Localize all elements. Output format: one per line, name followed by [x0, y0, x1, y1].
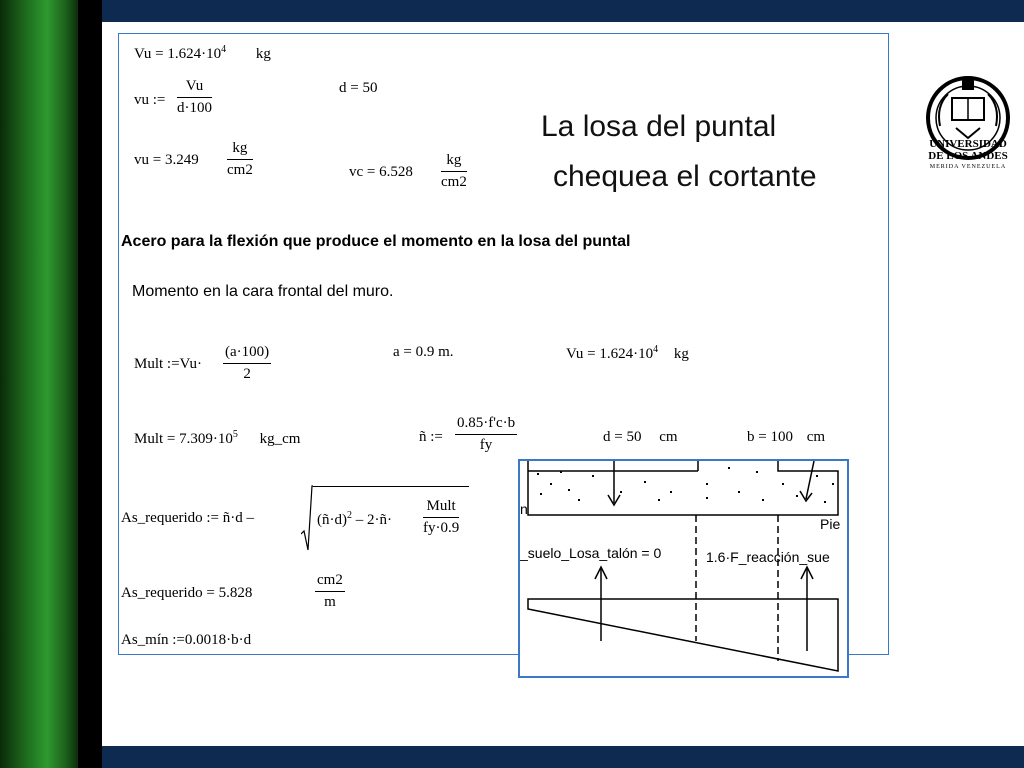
- eq-as-req-result-lhs: As_requerido = 5.828: [121, 585, 253, 601]
- eq-vu-result: $Vu = 1.624\cdot 10^4$ kg: [134, 44, 271, 62]
- slide-title-line1: La losa del puntal: [541, 110, 777, 143]
- eq-as-req-radicand: (ñ·d)$^2$ – 2·ñ·: [317, 510, 392, 528]
- eq-vc-lhs: vc = 6.528: [349, 164, 413, 180]
- eq-as-min: As_mín :=0.0018·b·d: [121, 632, 252, 648]
- eq-d-cm: d = 50 cm: [603, 429, 678, 445]
- eq-vu-def-lhs: vu :=: [134, 92, 166, 108]
- section-subheading: Momento en la cara frontal del muro.: [132, 283, 394, 300]
- eq-b-cm: b = 100 cm: [747, 429, 826, 445]
- eq-vu-def-fraction: $\frac{Vu}{d\cdot 100}$: [177, 78, 212, 116]
- diagram-drawing: [520, 461, 847, 676]
- eq-vu-result-2: $Vu = 1.624\cdot 10^4$ kg: [566, 344, 689, 362]
- eq-vu-small-unit: $\frac{kg}{cm2}$: [227, 140, 253, 178]
- university-location: MERIDA VENEZUELA: [929, 164, 1007, 170]
- sqrt-vinculum: [313, 486, 469, 487]
- eq-mult-result: Mult = $7.309\cdot 10^5$ kg_cm: [134, 429, 301, 447]
- top-navy-bar: [102, 0, 1024, 22]
- eq-as-req-result-unit: $\frac{cm2}{m}$: [317, 572, 343, 610]
- eq-vu-small-lhs: vu = 3.249: [134, 152, 199, 168]
- diagram-label-suelo: _suelo_Losa_talón = 0: [520, 545, 662, 561]
- diagram-label-pie: Pie: [820, 516, 841, 532]
- diagram-label-reaccion: 1.6·F_reacción_sue: [706, 549, 830, 565]
- eq-n-def-fraction: $\frac{0.85\cdot f'c\cdot b}{fy}$: [457, 415, 516, 453]
- eq-mult-def-fraction: $\frac{(a\cdot 100)}{2}$: [225, 344, 270, 382]
- diagram-label-n: n: [520, 501, 528, 517]
- university-seal-icon: [918, 36, 1018, 196]
- retaining-wall-diagram: [518, 459, 849, 678]
- eq-vc-unit: $\frac{kg}{cm2}$: [441, 152, 467, 190]
- left-black-band: [78, 0, 102, 768]
- eq-a-value: a = 0.9 m.: [393, 344, 454, 360]
- slide-title-line2: chequea el cortante: [553, 160, 817, 193]
- sqrt-radical-icon: [301, 484, 313, 554]
- eq-as-req-def-lhs: As_requerido := ñ·d –: [121, 510, 255, 526]
- eq-mult-def-lhs: Mult :=Vu·: [134, 356, 202, 372]
- section-heading: Acero para la flexión que produce el momento en la losa del puntal: [121, 233, 631, 250]
- bottom-navy-bar: [102, 746, 1024, 768]
- university-name: UNIVERSIDAD DE LOS ANDES: [928, 138, 1008, 162]
- eq-d-value: d = 50: [339, 80, 378, 96]
- left-green-band: [0, 0, 78, 768]
- eq-as-req-fraction: Mult fy·0.9: [423, 498, 460, 536]
- eq-n-def-lhs: ñ :=: [419, 429, 443, 445]
